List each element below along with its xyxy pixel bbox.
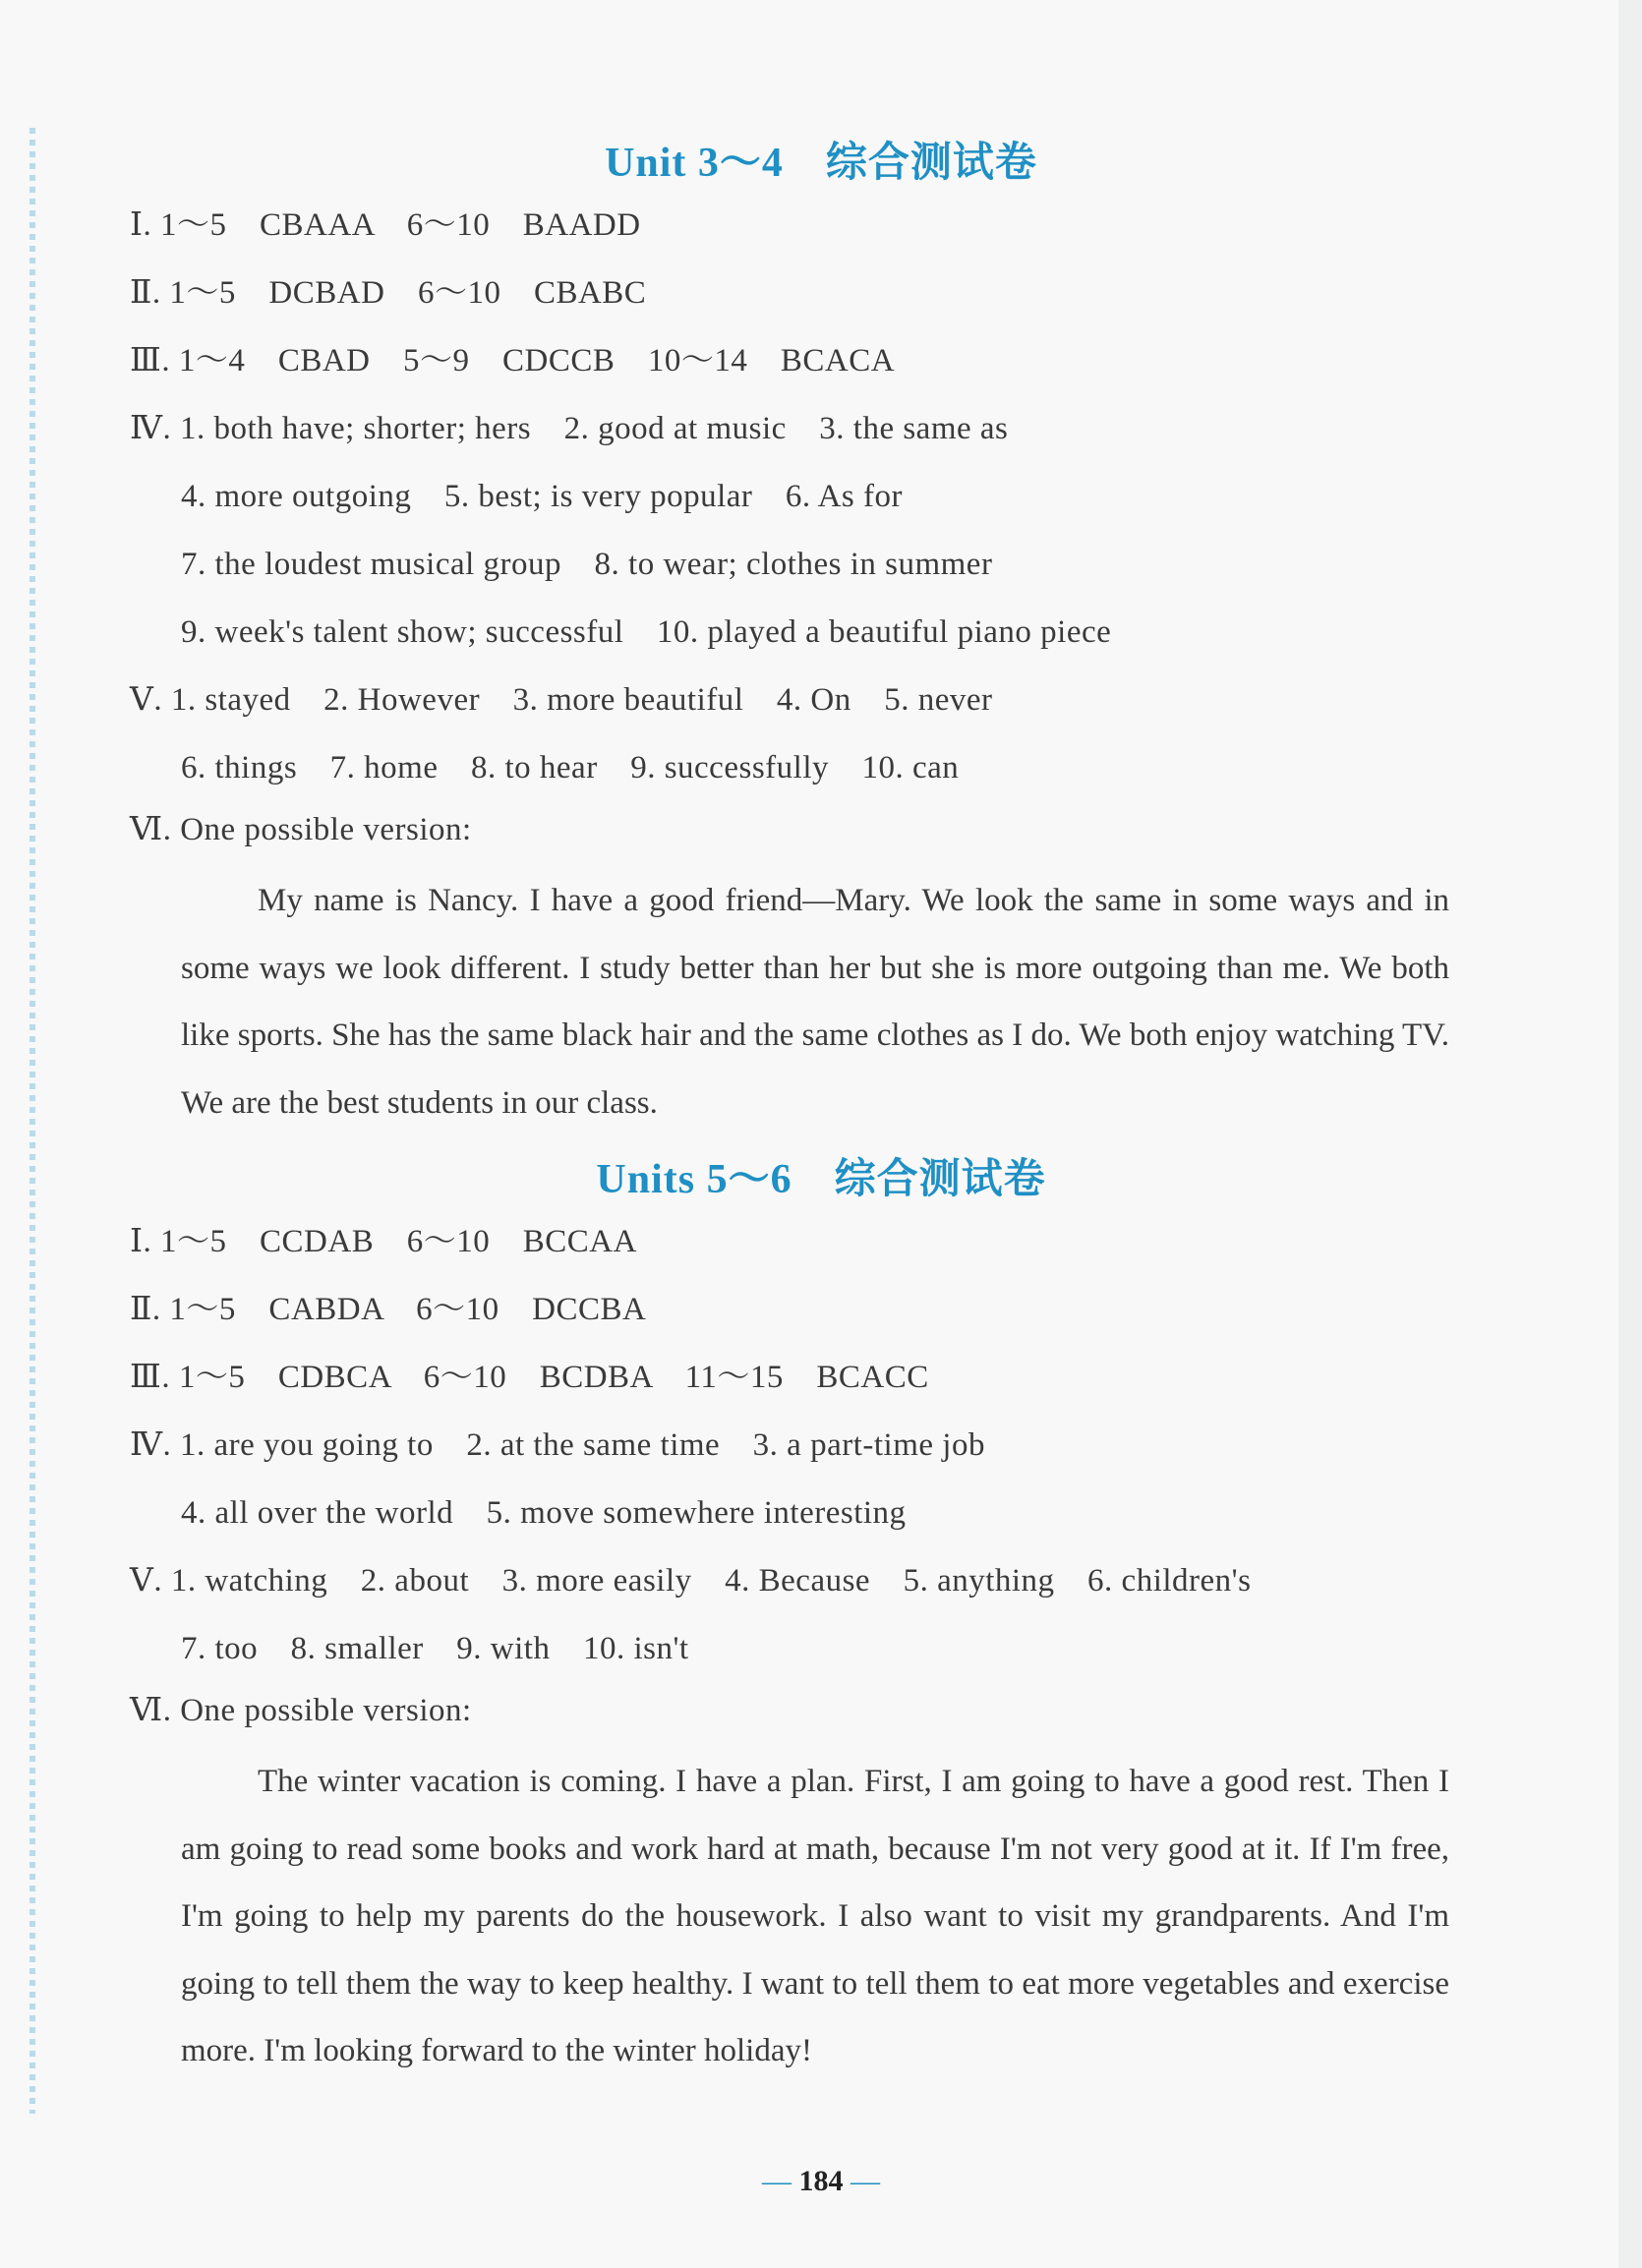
answer-line-2: Ⅱ. 1～5 DCBAD 6～10 CBABC	[130, 275, 647, 311]
answer-line-4: Ⅳ. 1. are you going to 2. at the same time 3. a part-time job	[130, 1427, 985, 1463]
answer-line-4: Ⅳ. 1. both have; shorter; hers 2. good at music 3. the same as	[130, 411, 1009, 446]
section-title-unit-3-4: Unit 3～4 综合测试卷	[605, 141, 1037, 186]
answer-line-5: 4. all over the world 5. move somewhere interesting	[181, 1495, 907, 1531]
answer-line-6: Ⅴ. 1. watching 2. about 3. more easily 4. Because 5. anything 6. children's	[130, 1563, 1252, 1599]
page-number-text: 184	[798, 2165, 844, 2197]
answer-line-8: Ⅴ. 1. stayed 2. However 3. more beautiful 4. On 5. never	[130, 682, 993, 718]
answer-line-7: 7. too 8. smaller 9. with 10. isn't	[181, 1631, 689, 1666]
essay-paragraph: The winter vacation is coming. I have a plan. First, I am going to have a good rest. Then I am going to read some books and work hard at math, because I'm not very good at it. If I'm free, I'm going to help my parents do the housework. I also want to visit my grandparents. And I'm going to tell them the way to keep healthy. I want to tell them to eat more vegetables and exercise more. I'm looking forward to the winter holiday!	[181, 1764, 1449, 2068]
answer-line-1: Ⅰ. 1～5 CCDAB 6～10 BCCAA	[130, 1224, 637, 1259]
answer-line-2: Ⅱ. 1～5 CABDA 6～10 DCCBA	[130, 1292, 647, 1327]
answer-line-8: Ⅵ. One possible version:	[130, 1693, 472, 1728]
answer-line-9: 6. things 7. home 8. to hear 9. successfully 10. can	[181, 750, 960, 785]
answer-line-5: 4. more outgoing 5. best; is very popular 6. As for	[181, 479, 904, 514]
sample-essay-2	[181, 1748, 1449, 2085]
essay-paragraph: My name is Nancy. I have a good friend—Mary. We look the same in some ways and in some ways we look different. I study better than her but she is more outgoing than me. We both like sports. She has the same black hair and the same clothes as I do. We both enjoy watching TV. We are the best students in our class.	[181, 883, 1449, 1121]
answer-line-10: Ⅵ. One possible version:	[130, 812, 472, 847]
answer-line-6: 7. the loudest musical group 8. to wear; clothes in summer	[181, 547, 993, 582]
answer-line-3: Ⅲ. 1～4 CBAD 5～9 CDCCB 10～14 BCACA	[130, 343, 896, 378]
answer-line-3: Ⅲ. 1～5 CDBCA 6～10 BCDBA 11～15 BCACC	[130, 1360, 929, 1395]
sample-essay-1	[181, 867, 1449, 1136]
dash-right: —	[850, 2165, 880, 2197]
section-title-units-5-6: Units 5～6 综合测试卷	[596, 1157, 1046, 1202]
answer-line-1: Ⅰ. 1～5 CBAAA 6～10 BAADD	[130, 207, 641, 243]
margin-decoration	[29, 128, 35, 2114]
page-edge	[1618, 0, 1642, 2268]
page-number	[0, 2165, 1642, 2198]
dash-left: —	[762, 2165, 799, 2197]
answer-line-7: 9. week's talent show; successful 10. played a beautiful piano piece	[181, 614, 1112, 650]
